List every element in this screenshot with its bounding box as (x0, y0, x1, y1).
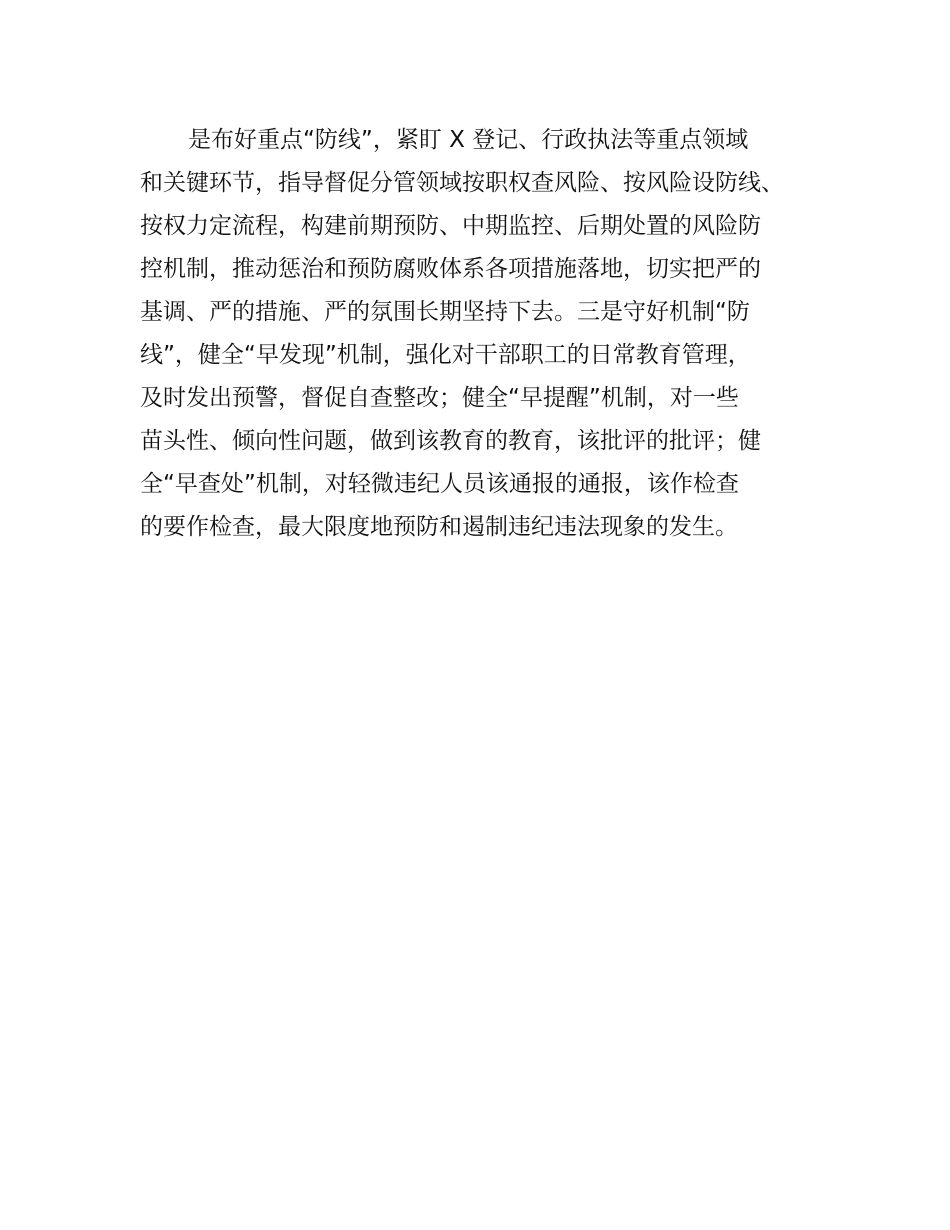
paragraph-line: 和关键环节，指导督促分管领域按职权查风险、按风险设防线、 (140, 170, 784, 196)
body-paragraph (140, 119, 820, 549)
paragraph-line: 的要作检查，最大限度地预防和遏制违纪违法现象的发生。 (140, 514, 738, 540)
paragraph-line: 苗头性、倾向性问题，做到该教育的教育，该批评的批评；健 (140, 428, 761, 454)
paragraph-line: 及时发出预警，督促自查整改；健全“早提醒”机制，对一些 (140, 385, 739, 411)
paragraph-line: 全“早查处”机制，对轻微违纪人员该通报的通报，该作检查 (140, 471, 739, 497)
paragraph-line: 基调、严的措施、严的氛围长期坚持下去。三是守好机制“防 (140, 299, 750, 325)
paragraph-line: 是布好重点“防线”，紧盯 X 登记、行政执法等重点领域 (188, 127, 749, 153)
paragraph-line: 线”，健全“早发现”机制，强化对干部职工的日常教育管理， (140, 342, 751, 368)
paragraph-line: 控机制，推动惩治和预防腐败体系各项措施落地，切实把严的 (140, 256, 761, 282)
paragraph-line: 按权力定流程，构建前期预防、中期监控、后期处置的风险防 (140, 213, 761, 239)
